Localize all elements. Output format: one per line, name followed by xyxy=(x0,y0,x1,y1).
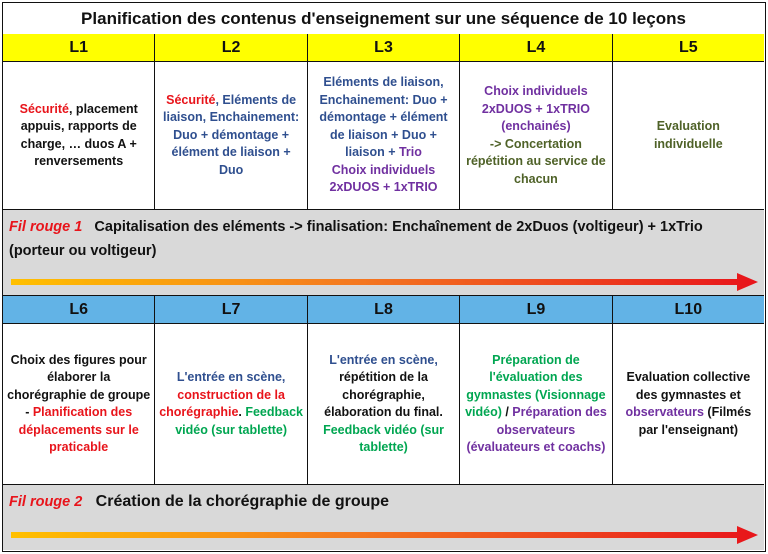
header-l10: L10 xyxy=(613,296,764,324)
cell-l1 xyxy=(3,62,155,209)
header-l9: L9 xyxy=(460,296,612,324)
l8-text-b: répétition de la chorégraphie, élaboration du final. xyxy=(324,370,443,419)
cell-l8 xyxy=(308,324,460,484)
cell-l2 xyxy=(155,62,307,209)
l6-text-a: Choix des figures pour élaborer la chorégraphie de groupe - xyxy=(7,352,151,419)
cell-l10 xyxy=(613,324,764,484)
l4-text-a: Choix individuels 2xDUOS + 1xTRIO (enchainés) xyxy=(481,84,590,133)
header-l8: L8 xyxy=(308,296,460,324)
header-l4: L4 xyxy=(460,34,612,62)
l3-text-a: Eléments de liaison, Enchainement: Duo + démontage + élément de liaison + Duo + liaison + xyxy=(319,75,448,160)
header-l6: L6 xyxy=(3,296,155,324)
cell-l6 xyxy=(3,324,155,484)
fil-rouge-2-label: Fil rouge 2 xyxy=(9,494,83,510)
cell-l4 xyxy=(460,62,612,209)
fil-rouge-1-arrow-icon xyxy=(11,272,759,292)
l7-text-a: L'entrée en scène, xyxy=(176,370,286,384)
l7-text-c: . xyxy=(238,405,246,419)
fil-rouge-1-band xyxy=(3,209,764,296)
l9-text-b: / xyxy=(501,405,513,419)
l8-text-c: Feedback vidéo (sur tablette) xyxy=(323,422,444,454)
planning-sheet xyxy=(2,2,766,552)
cell-l3 xyxy=(308,62,460,209)
content-row-1 xyxy=(3,62,764,209)
l8-text-a: L'entrée en scène, xyxy=(329,352,438,367)
fil-rouge-1-label: Fil rouge 1 xyxy=(9,219,83,235)
header-row-1 xyxy=(3,34,764,62)
fil-rouge-2-arrow-icon xyxy=(11,525,759,545)
l1-text-b: , placement appuis, rapports de charge, … duos A + renversements xyxy=(20,101,138,168)
l2-text-b: , Eléments de liaison, Enchainement: Duo + démontage + élément de liaison + Duo xyxy=(163,92,300,177)
l4-text-b: -> Concertation répétition au service de chacun xyxy=(466,136,606,186)
l1-text-a: Sécurité xyxy=(19,101,69,116)
fil-rouge-1-text: Capitalisation des eléments -> finalisation: Enchaînement de 2xDuos (voltigeur) + 1xTrio (porteur ou voltigeur) xyxy=(9,219,703,259)
cell-l7 xyxy=(155,324,307,484)
l2-text-a: Sécurité xyxy=(166,92,216,107)
fil-rouge-2-text: Création de la chorégraphie de groupe xyxy=(95,493,390,510)
header-l1: L1 xyxy=(3,34,155,62)
l5-text-a: Evaluation individuelle xyxy=(653,119,723,151)
header-l2: L2 xyxy=(155,34,307,62)
l9-text-a: Préparation de l'évaluation des gymnastes (Visionnage vidéo) xyxy=(465,352,606,419)
l7-text-d: Feedback vidéo (sur tablette) xyxy=(175,405,304,437)
l6-text-b: Planification des déplacements sur le praticable xyxy=(18,405,139,454)
l10-text-b: observateurs xyxy=(625,405,704,419)
header-l3: L3 xyxy=(308,34,460,62)
fil-rouge-2-band xyxy=(3,484,764,550)
cell-l9 xyxy=(460,324,612,484)
l3-text-c: Choix individuels 2xDUOS + 1xTRIO xyxy=(329,162,438,195)
l10-text-c: (Filmés par l'enseignant) xyxy=(638,405,752,437)
header-l5: L5 xyxy=(613,34,764,62)
l3-text-b: Trio xyxy=(398,145,422,160)
header-l7: L7 xyxy=(155,296,307,324)
cell-l5 xyxy=(613,62,764,209)
l9-text-c: Préparation des observateurs (évaluateurs et coachs) xyxy=(466,405,607,454)
header-row-2 xyxy=(3,296,764,324)
l7-text-b: construction de la chorégraphie xyxy=(159,387,285,419)
content-row-2 xyxy=(3,324,764,484)
page-title: Planification des contenus d'enseignement sur une séquence de 10 leçons xyxy=(3,3,764,35)
l10-text-a: Evaluation collective des gymnastes et xyxy=(626,370,751,402)
